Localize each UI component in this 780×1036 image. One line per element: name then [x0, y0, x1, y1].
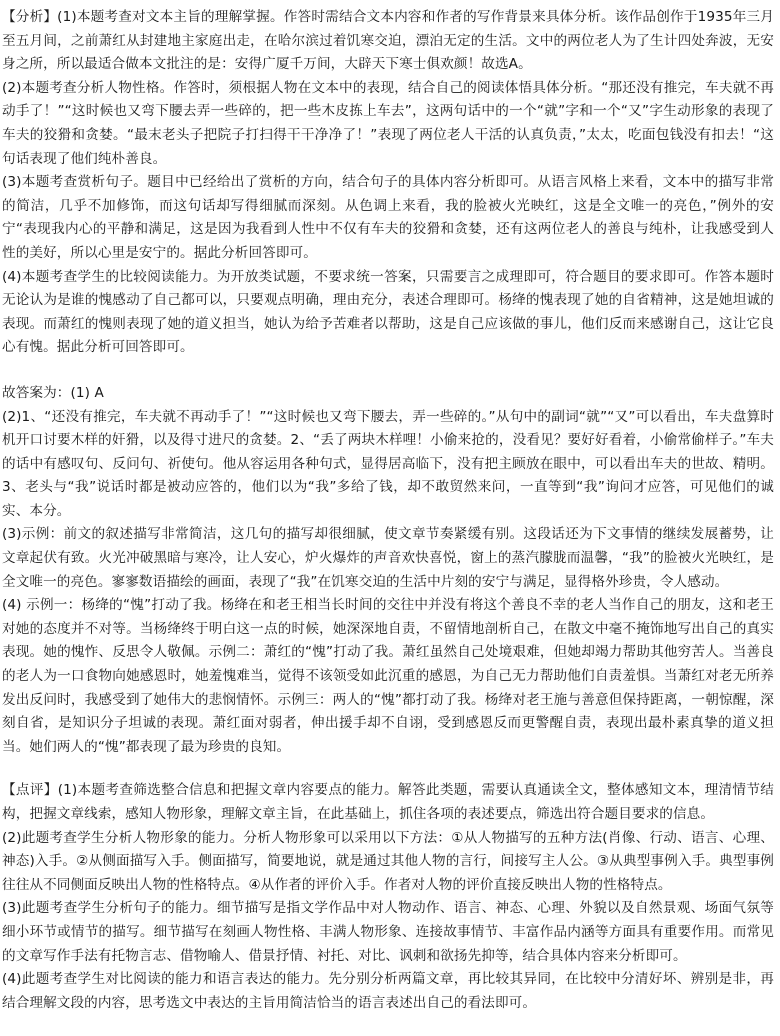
commentary-paragraph-3: (3)此题考查学生分析句子的能力。细节描写是指文学作品中对人物动作、语言、神态、心理、外貌以及自然景观、场面气氛等细小环节或情节的描写。细节描写在刻画人物性格、丰满人物形象、连接故事情节、丰富作品内涵等方面具有重要作用。而常见的文章写作手法有托物言志、借物喻人、借景抒情、衬托、对比、讽刺和欲扬先抑等，结合具体内容来分析即可。 — [2, 900, 774, 964]
analysis-section — [2, 6, 774, 360]
section-divider-space — [2, 360, 774, 382]
commentary-section — [2, 779, 774, 1015]
analysis-paragraph-3: (3)本题考查赏析句子。题目中已经给出了赏析的方向，结合句子的具体内容分析即可。从语言风格上来看，文本中的描写非常的简洁，几乎不加修饰，而这句话却写得细腻而深刻。从色调上来看，我的脸被火光映红，这是全文唯一的亮色，”例外的安宁“表现我内心的平静和满足，这是因为我看到人性中不仅有车夫的狡猾和贪婪，还有这两位老人的善良与纯朴，让我感受到人性的美好，所以心里是安宁的。据此分析回答即可。 — [2, 174, 774, 261]
answer-paragraph-3: (3)示例：前文的叙述描写非常简洁，这几句的描写却很细腻，使文章节奏紧缓有别。这段话还为下文事情的继续发展蓄势，让文章起伏有致。火光冲破黑暗与寒冷，让人安心，炉火爆炸的声音欢快喜悦，窗上的蒸汽朦胧而温馨，“我”的脸被火光映红，是全文唯一的亮色。寥寥数语描绘的画面，表现了“我”在饥寒交迫的生活中片刻的安宁与满足，显得格外珍贵，令人感动。 — [2, 526, 774, 590]
answer-section — [2, 382, 774, 760]
commentary-paragraph-2: (2)此题考查学生分析人物形象的能力。分析人物形象可以采用以下方法：①从人物描写的五种方法(肖像、行动、语言、心理、神态)入手。②从侧面描写入手。侧面描写，简要地说，就是通过其他人物的言行，间接写主人公。③从典型事例入手。典型事例往往从不同侧面反映出人物的性格特点。④从作者的评价入手。作者对人物的评价直接反映出人物的性格特点。 — [2, 829, 774, 893]
answer-heading: 故答案为：(1) A — [2, 384, 104, 401]
section-divider-space — [2, 759, 774, 779]
commentary-paragraph-4: (4)此题考查学生对比阅读的能力和语言表达的能力。先分别分析两篇文章，再比较其异同，在比较中分清好坏、辨别是非，再结合理解文段的内容，思考选文中表达的主旨用简洁恰当的语言表述出自己的看法即可。 — [2, 971, 774, 1011]
answer-paragraph-2: (2)1、“还没有推完，车夫就不再动手了！”“这时候也又弯下腰去，弄一些碎的。”从句中的副词“就”“又”可以看出，车夫盘算时机开口讨要木样的奸猾，以及得寸进尺的贪婪。2、“丢了两块木样哩！小偷来抢的，没看见？要好好看着，小偷常偷样子。”车夫的话中有感叹句、反问句、祈使句。他从容运用各种句式，显得居高临下，没有把主顾放在眼中，可以看出车夫的世故、精明。3、老头与“我”说话时都是被动应答的，他们以为“我”多给了钱，却不敢贸然来问，一直等到“我”询问才应答，可见他们的诚实、本分。 — [2, 408, 774, 519]
analysis-paragraph-4: (4)本题考查学生的比较阅读能力。为开放类试题，不要求统一答案，只需要言之成理即可，符合题目的要求即可。作答本题时无论认为是谁的愧感动了自己都可以，只要观点明确，理由充分，表述合理即可。杨绛的愧表现了她的自省精神，这是她坦诚的表现。而萧红的愧则表现了她的道义担当，她认为给予苦难者以帮助，这是自己应该做的事儿，他们反而来感谢自己，这让它良心有愧。据此分析可回答即可。 — [2, 268, 774, 356]
analysis-paragraph-2: (2)本题考查分析人物性格。作答时，须根据人物在文本中的表现，结合自己的阅读体悟具体分析。“那还没有推完，车夫就不再动手了！”“这时候也又弯下腰去弄一些碎的，把一些木皮拣上车去”，这两句话中的一个“就”字和一个“又”字生动形象的表现了车夫的狡猾和贪婪。“最末老头子把院子打扫得干干净净了！”表现了两位老人干活的认真负责，”太太，吃面包钱没有扣去！“这句话表现了他们纯朴善良。 — [2, 79, 774, 167]
answer-paragraph-4: (4) 示例一：杨绛的“愧”打动了我。杨绛在和老王相当长时间的交往中并没有将这个善良不幸的老人当作自己的朋友，这和老王对她的态度并不对等。当杨绛终于明白这一点的时候，她深深地自责，不留情地剖析自己，在散文中毫不掩饰地写出自己的真实表现。她的愧怍、反思令人敬佩。示例二：萧红的“愧”打动了我。萧红虽然自己处境艰难，但她却竭力帮助其他穷苦人。当善良的老人为一口食物向她感恩时，她羞愧难当，觉得不该领受如此沉重的感恩，为自己无力帮助他们自责羞惧。当萧红对老无所养发出反问时，我感受到了她伟大的悲悯情怀。示例三：两人的“愧”都打动了我。杨绛对老王施与善意但保持距离，一朝惊醒，深刻自省，是知识分子坦诚的表现。萧红面对弱者，伸出援手却不自诩，受到感恩反而更警醒自责，表现出最朴素真挚的道义担当。她们两人的“愧”都表现了最为珍贵的良知。 — [2, 597, 774, 755]
commentary-paragraph-1: 【点评】(1)本题考查筛选整合信息和把握文章内容要点的能力。解答此类题，需要认真通读全文，整体感知文本，理清情节结构，把握文章线索，感知人物形象，理解文章主旨，在此基础上，抓住各项的表述要点，筛选出符合题目要求的信息。 — [2, 782, 774, 822]
analysis-paragraph-1: 【分析】(1)本题考查对文本主旨的理解掌握。作答时需结合文本内容和作者的写作背景来具体分析。该作品创作于1935年三月至五月间，之前萧红从封建地主家庭出走，在哈尔滨过着饥寒交迫，漂泊无定的生活。文中的两位老人为了生计四处奔波，无安身之所，所以最适合做本文批注的是：安得广厦千万间，大辟天下寒士俱欢颜！故选A。 — [2, 9, 774, 73]
